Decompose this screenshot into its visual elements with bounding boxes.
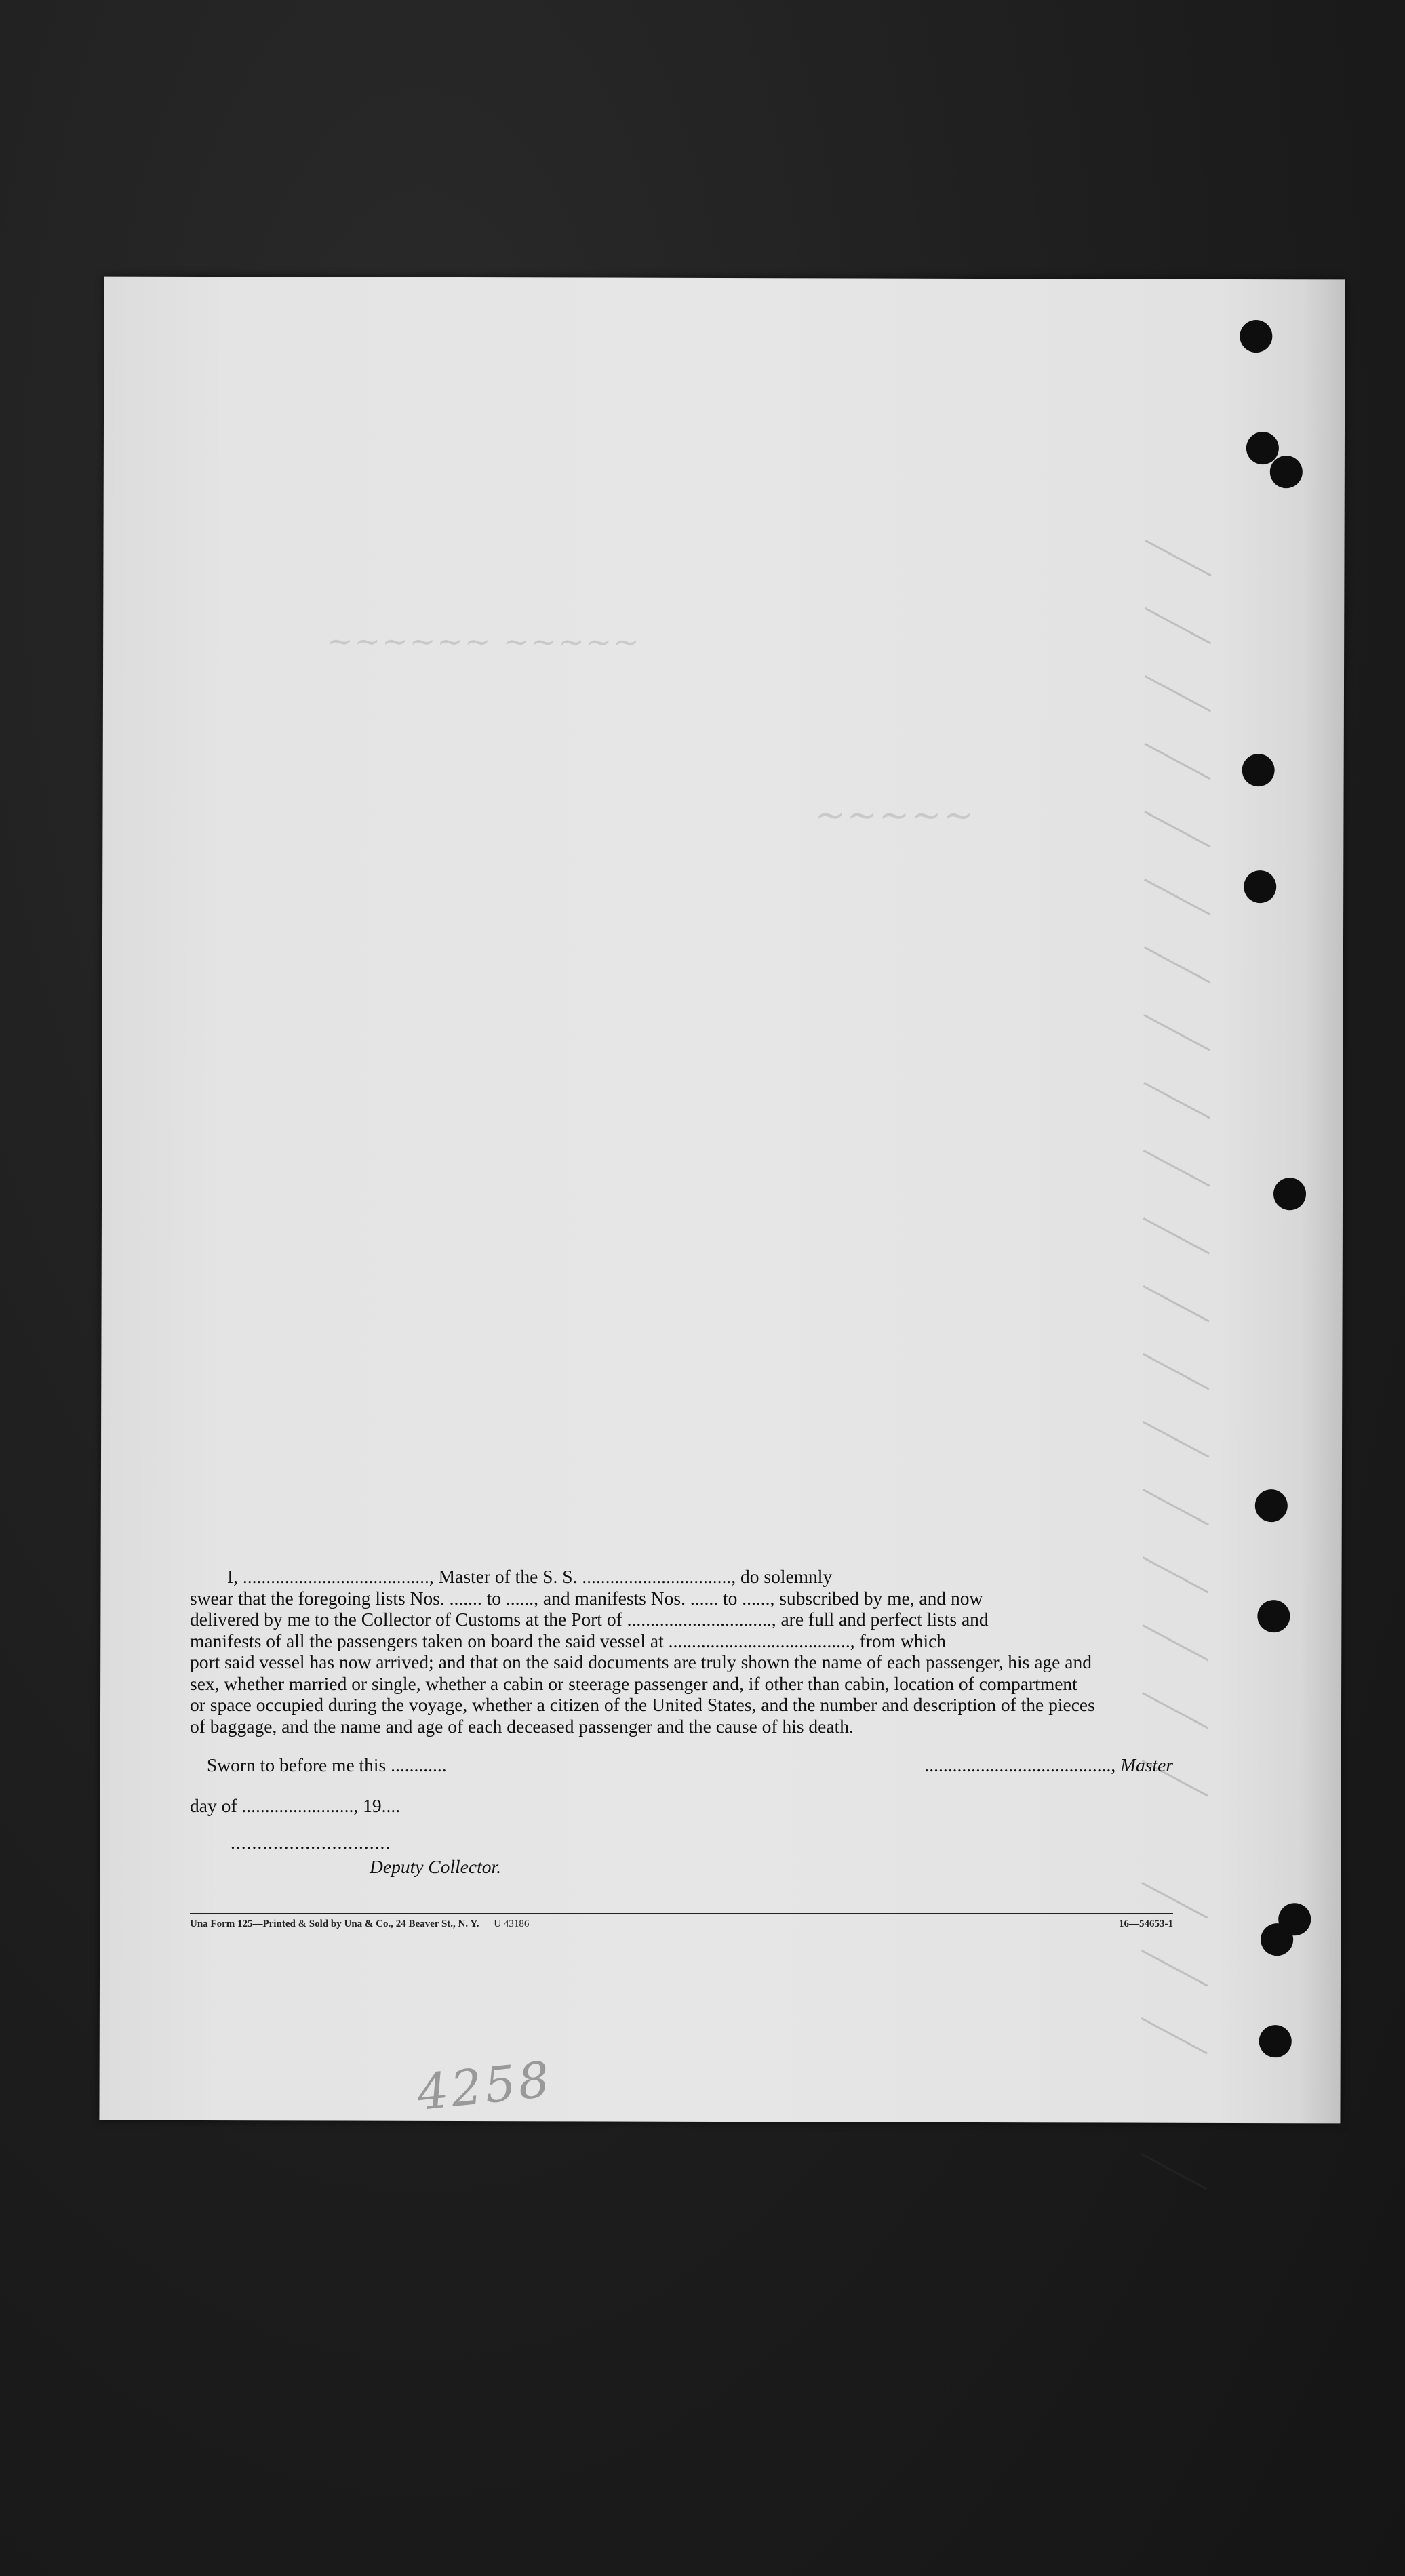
bleed-stroke	[1143, 1014, 1210, 1051]
bleed-stroke	[1145, 540, 1211, 577]
printer-imprint-code: U 43186	[494, 1918, 530, 1929]
punch-hole	[1255, 1489, 1288, 1522]
oath-paragraph	[190, 1566, 1173, 1737]
oath-line-3: delivered by me to the Collector of Customs at the Port of ..............................., are full and perfect lists and	[190, 1609, 989, 1630]
oath-line-1: I, ........................................, Master of the S. S. ................................, do solemnly	[227, 1566, 833, 1587]
oath-line-5: port said vessel has now arrived; and that on the said documents are truly shown the name of each passenger, his age and	[190, 1651, 1092, 1672]
footer-rule	[190, 1913, 1173, 1914]
master-signature-line	[743, 1754, 1173, 1776]
punch-hole	[1257, 1600, 1290, 1632]
bleed-stroke	[1141, 2017, 1208, 2055]
punch-hole	[1244, 870, 1276, 903]
sworn-line: Sworn to before me this ............	[207, 1754, 447, 1775]
handwritten-page-number: 4258	[414, 2050, 555, 2122]
day-line: day of ........................, 19....	[190, 1795, 401, 1816]
oath-line-2: swear that the foregoing lists Nos. ....... to ......, and manifests Nos. ...... to ......, subscribed by me, and now	[190, 1587, 983, 1609]
oath-line-8: of baggage, and the name and age of each deceased passenger and the cause of his death.	[190, 1715, 854, 1737]
master-label: Master	[1120, 1754, 1173, 1775]
bleed-through-text: ~~~~~~ ~~~~~	[327, 622, 641, 660]
bleed-stroke	[1141, 1950, 1208, 1987]
oath-line-7: or space occupied during the voyage, whether a citizen of the United States, and the number and description of the pieces	[190, 1694, 1095, 1715]
bleed-stroke	[1143, 1421, 1209, 1458]
punch-hole	[1261, 1923, 1293, 1956]
punch-hole	[1259, 2025, 1292, 2057]
master-dots: ........................................,	[924, 1754, 1116, 1775]
oath-line-6: sex, whether married or single, whether a cabin or steerage passenger and, if other than cabin, location of compartment	[190, 1672, 1077, 1694]
bleed-stroke	[1143, 1150, 1210, 1187]
bleed-stroke	[1143, 1353, 1209, 1390]
printer-imprint	[190, 1918, 529, 1930]
deputy-signature-dots: ..............................	[231, 1832, 391, 1853]
bleed-stroke	[1145, 607, 1211, 645]
bleed-stroke	[1143, 1489, 1209, 1526]
printer-imprint-text: Una Form 125—Printed & Sold by Una & Co., 24 Beaver St., N. Y.	[190, 1918, 479, 1929]
oath-line-4: manifests of all the passengers taken on board the said vessel at ......................................., from which	[190, 1630, 947, 1651]
bleed-stroke	[1144, 811, 1210, 848]
punch-hole	[1273, 1178, 1306, 1210]
bleed-stroke	[1143, 1217, 1210, 1255]
bleed-stroke	[1143, 1082, 1210, 1119]
punch-hole	[1240, 320, 1272, 353]
form-number: 16—54653-1	[1119, 1918, 1173, 1929]
bleed-stroke	[1143, 1285, 1209, 1323]
deputy-collector-label: Deputy Collector.	[370, 1856, 501, 1877]
page-edge-shadow	[1299, 279, 1345, 2123]
bleed-stroke	[1145, 675, 1211, 712]
punch-hole	[1270, 456, 1303, 488]
bleed-stroke	[1144, 879, 1210, 916]
punch-hole	[1242, 754, 1275, 786]
bleed-stroke	[1144, 743, 1210, 780]
bleed-stroke	[1144, 946, 1210, 984]
punch-hole	[1246, 432, 1279, 464]
bleed-through-signature: ~~~~~	[814, 793, 975, 837]
